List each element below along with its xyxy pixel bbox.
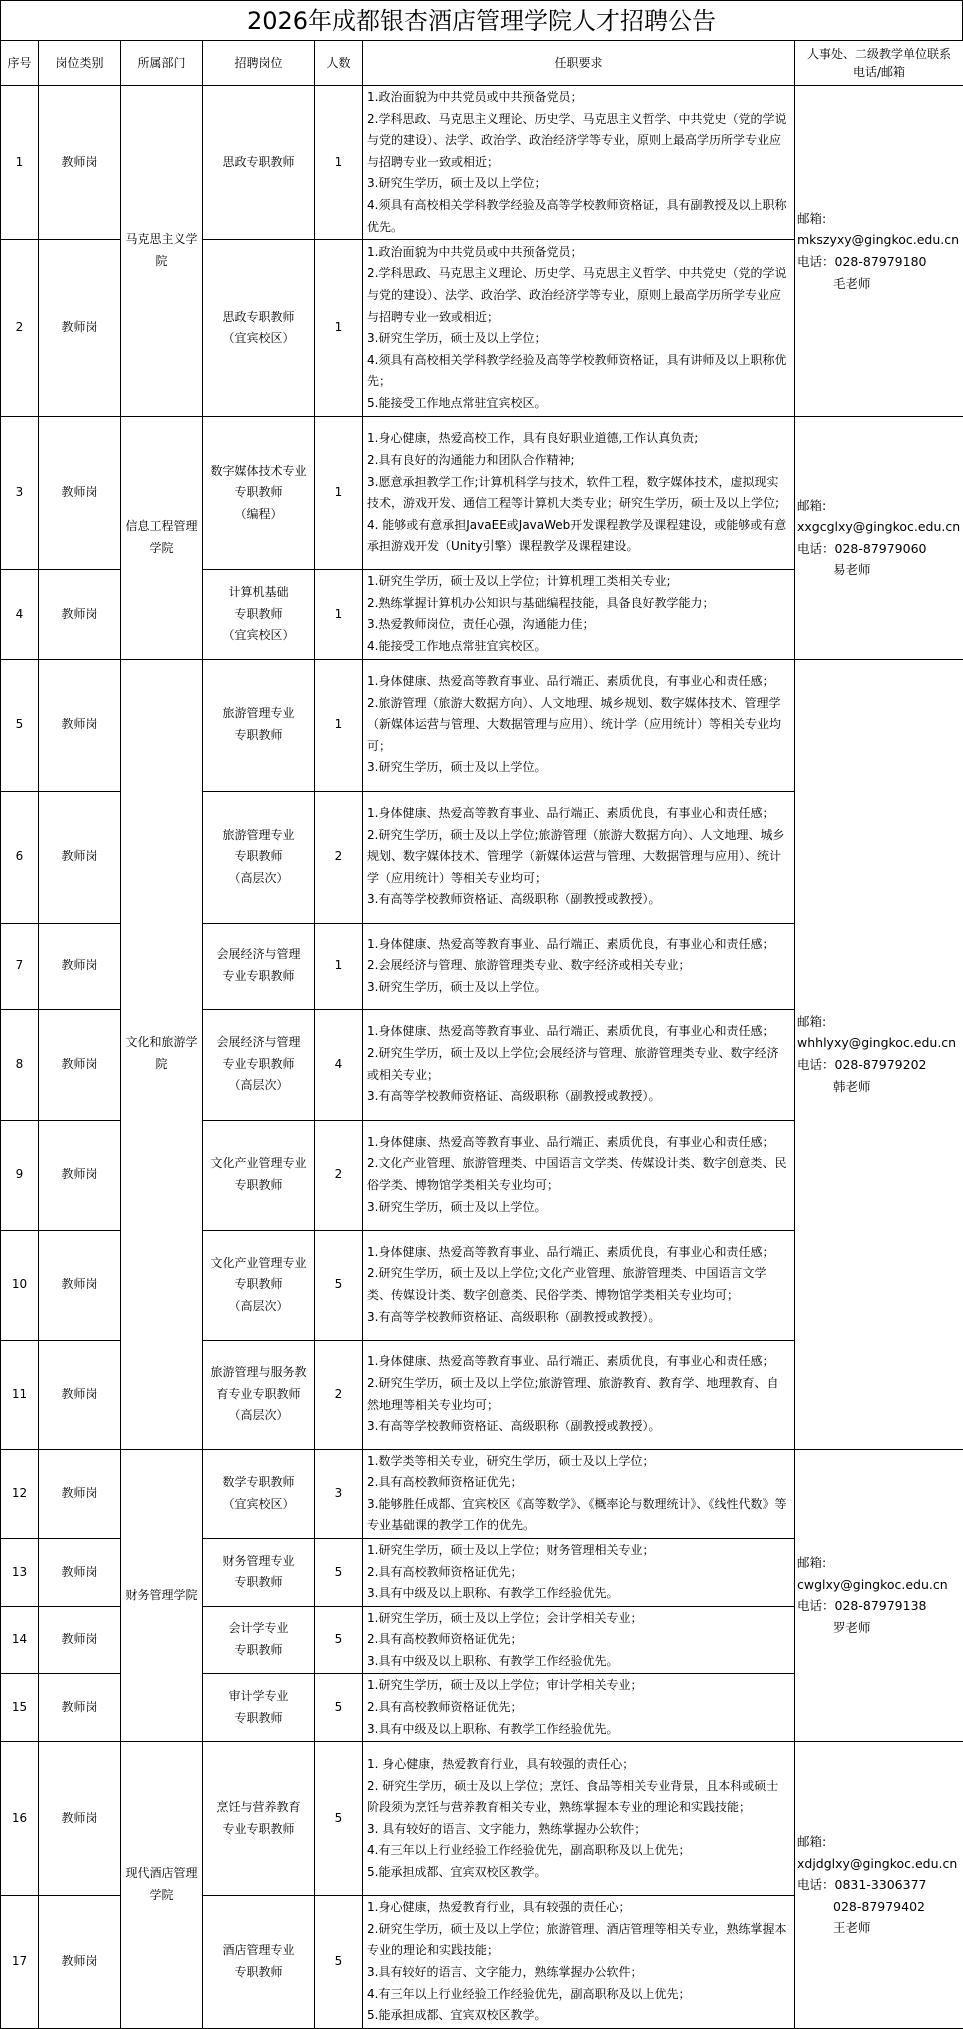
header-cell: 任职要求 [363, 41, 795, 86]
position-name [203, 1230, 315, 1340]
requirement-line: 1.身体健康、热爱高等教育事业、品行端正、素质优良，有事业心和责任感； [367, 1021, 790, 1043]
requirement-line: 3.有高等学校教师资格证、高级职称（副教授或教授）。 [367, 1416, 790, 1438]
row-number: 6 [1, 791, 39, 923]
contact-line: 电话：028-87979202 [797, 1054, 961, 1076]
requirement-line: 3. 具有较好的语言、文字能力，熟练掌握办公软件； [367, 1819, 790, 1841]
row-number: 11 [1, 1340, 39, 1449]
headcount: 2 [315, 1340, 363, 1449]
position-line: （高层次） [205, 1405, 312, 1427]
position-line: （高层次） [205, 868, 312, 890]
header-row [1, 41, 963, 86]
headcount: 1 [315, 923, 363, 1009]
requirements-cell [363, 1449, 795, 1538]
requirement-line: 2.研究生学历，硕士及以上学位;会展经济与管理、旅游管理类专业、数字经济或相关专业； [367, 1043, 790, 1086]
headcount: 5 [315, 1674, 363, 1742]
requirement-line: 1.身体健康、热爱高等教育事业、品行端正、素质优良，有事业心和责任感； [367, 803, 790, 825]
position-line: 数学专职教师 [205, 1472, 312, 1494]
department-cell: 文化和旅游学院 [121, 659, 203, 1449]
contact-line: whhlyxy@gingkoc.edu.cn [797, 1032, 961, 1054]
position-line: 财务管理专业 [205, 1551, 312, 1573]
contact-line: 邮箱: [797, 495, 961, 517]
contact-line: mkszyxy@gingkoc.edu.cn [797, 229, 961, 251]
requirement-line: 1.身体健康、热爱高等教育事业、品行端正、素质优良，有事业心和责任感； [367, 934, 790, 956]
requirements-cell [363, 1896, 795, 2029]
position-category: 教师岗 [39, 923, 121, 1009]
requirement-line: 3.具有中级及以上职称、有教学工作经验优先。 [367, 1719, 790, 1741]
position-name [203, 1009, 315, 1120]
position-line: 专职教师 [205, 1708, 312, 1730]
requirement-line: 3.具有中级及以上职称、有教学工作经验优先。 [367, 1651, 790, 1673]
requirement-line: 1.身体健康、热爱高等教育事业、品行端正、素质优良，有事业心和责任感； [367, 1242, 790, 1264]
position-line: 专职教师 [205, 482, 312, 504]
position-line: 计算机基础 [205, 582, 312, 604]
requirements-cell [363, 659, 795, 791]
position-category: 教师岗 [39, 1742, 121, 1896]
headcount: 1 [315, 240, 363, 417]
position-name [203, 570, 315, 659]
position-line: 酒店管理专业 [205, 1940, 312, 1962]
position-line: 专业专职教师 [205, 1054, 312, 1076]
position-name [203, 1896, 315, 2029]
requirement-line: 3.热爱教师岗位，责任心强，沟通能力佳； [367, 614, 790, 636]
row-number: 7 [1, 923, 39, 1009]
requirements-cell [363, 1606, 795, 1674]
position-category: 教师岗 [39, 86, 121, 240]
requirements-cell [363, 1120, 795, 1230]
requirement-line: 2.研究生学历，硕士及以上学位;文化产业管理、旅游管理类、中国语言文学类、传媒设计类、数字创意类、民俗学类、博物馆学类相关专业均可； [367, 1263, 790, 1306]
requirement-line: 3.愿意承担教学工作;计算机科学与技术，软件工程，数字媒体技术，虚拟现实技术，游戏开发、通信工程等计算机大类专业；研究生学历，硕士及以上学位; [367, 472, 790, 515]
requirement-line: 1.身体健康、热爱高等教育事业、品行端正、素质优良，有事业心和责任感； [367, 1351, 790, 1373]
position-category: 教师岗 [39, 1120, 121, 1230]
position-line: 文化产业管理专业 [205, 1253, 312, 1275]
position-category: 教师岗 [39, 1606, 121, 1674]
requirement-line: 2.旅游管理（旅游大数据方向）、人文地理、城乡规划、数字媒体技术、管理学（新媒体运营与管理、大数据管理与应用）、统计学（应用统计）等相关专业均可； [367, 693, 790, 758]
position-name [203, 1538, 315, 1606]
requirements-cell [363, 240, 795, 417]
position-category: 教师岗 [39, 1340, 121, 1449]
requirements-cell [363, 570, 795, 659]
headcount: 3 [315, 1449, 363, 1538]
requirement-line: 1.身心健康，热爱高校工作，具有良好职业道德,工作认真负责; [367, 428, 790, 450]
header-cell: 所属部门 [121, 41, 203, 86]
requirement-line: 1.身体健康、热爱高等教育事业、品行端正、素质优良，有事业心和责任感； [367, 671, 790, 693]
position-line: （宜宾校区） [205, 1494, 312, 1516]
position-line: 思政专职教师 [205, 152, 312, 174]
requirements-cell [363, 1538, 795, 1606]
position-line: 会计学专业 [205, 1618, 312, 1640]
position-line: 会展经济与管理 [205, 944, 312, 966]
position-name [203, 86, 315, 240]
headcount: 1 [315, 570, 363, 659]
requirement-line: 4.有三年以上行业经验工作经验优先，副高职称及以上优先； [367, 1840, 790, 1862]
contact-line: cwglxy@gingkoc.edu.cn [797, 1574, 961, 1596]
position-line: 专职教师 [205, 1572, 312, 1594]
position-name [203, 1606, 315, 1674]
contact-line: 邮箱: [797, 1552, 961, 1574]
position-line: 烹饪与营养教育 [205, 1797, 312, 1819]
position-line: 旅游管理专业 [205, 825, 312, 847]
contact-line: 邮箱: [797, 208, 961, 230]
headcount: 2 [315, 1120, 363, 1230]
requirement-line: 2.研究生学历，硕士及以上学位；旅游管理、酒店管理等相关专业，熟练掌握本专业的理论和实践技能； [367, 1919, 790, 1962]
contact-person: 028-87979402 [797, 1896, 961, 1918]
requirements-cell [363, 923, 795, 1009]
requirements-cell [363, 1674, 795, 1742]
contact-cell [795, 86, 963, 417]
headcount: 5 [315, 1538, 363, 1606]
requirement-line: 2.学科思政、马克思主义理论、历史学、马克思主义哲学、中共党史（党的学说与党的建设）、法学、政治学、政治经济学等专业，原则上最高学历所学专业应与招聘专业一致或相近； [367, 263, 790, 328]
headcount: 5 [315, 1230, 363, 1340]
position-name [203, 1742, 315, 1896]
requirements-cell [363, 1340, 795, 1449]
position-name [203, 1674, 315, 1742]
requirement-line: 3.研究生学历，硕士及以上学位。 [367, 1197, 790, 1219]
contact-line: xdjdglxy@gingkoc.edu.cn [797, 1853, 961, 1875]
requirement-line: 2.具有高校教师资格证优先； [367, 1697, 790, 1719]
contact-cell [795, 417, 963, 659]
row-number: 9 [1, 1120, 39, 1230]
position-line: 专业专职教师 [205, 966, 312, 988]
row-number: 1 [1, 86, 39, 240]
position-name [203, 1449, 315, 1538]
requirement-line: 3.有高等学校教师资格证、高级职称（副教授或教授）。 [367, 1086, 790, 1108]
position-line: 专职教师 [205, 725, 312, 747]
row-number: 8 [1, 1009, 39, 1120]
department-cell: 信息工程管理学院 [121, 417, 203, 659]
requirement-line: 2. 研究生学历，硕士及以上学位；烹饪、食品等相关专业背景，且本科或硕士阶段须为烹饪与营养教育相关专业，熟练掌握本专业的理论和实践技能； [367, 1776, 790, 1819]
position-line: （编程） [205, 504, 312, 526]
contact-person: 毛老师 [797, 273, 961, 295]
position-line: 专职教师 [205, 1962, 312, 1984]
position-line: 数字媒体技术专业 [205, 461, 312, 483]
position-line: 育专业专职教师 [205, 1384, 312, 1406]
header-cell: 岗位类别 [39, 41, 121, 86]
requirement-line: 2.会展经济与管理、旅游管理类专业、数字经济或相关专业； [367, 955, 790, 977]
row-number: 14 [1, 1606, 39, 1674]
contact-line: 邮箱: [797, 1831, 961, 1853]
contact-cell [795, 1449, 963, 1742]
table-row [1, 417, 963, 570]
contact-line: 邮箱: [797, 1011, 961, 1033]
requirement-line: 2.具有高校教师资格证优先； [367, 1629, 790, 1651]
requirement-line: 1.数学类等相关专业，研究生学历，硕士及以上学位； [367, 1451, 790, 1473]
requirement-line: 5.能承担成都、宜宾双校区教学。 [367, 2005, 790, 2027]
position-line: 专职教师 [205, 1640, 312, 1662]
requirement-line: 4.能接受工作地点常驻宜宾校区。 [367, 636, 790, 658]
requirement-line: 1.政治面貌为中共党员或中共预备党员； [367, 87, 790, 109]
requirement-line: 3.研究生学历，硕士及以上学位； [367, 328, 790, 350]
headcount: 5 [315, 1742, 363, 1896]
requirement-line: 5.能接受工作地点常驻宜宾校区。 [367, 393, 790, 415]
requirement-line: 3.有高等学校教师资格证、高级职称（副教授或教授）。 [367, 889, 790, 911]
row-number: 5 [1, 659, 39, 791]
requirement-line: 4.须具有高校相关学科教学经验及高等学校教师资格证，具有讲师及以上职称优先； [367, 350, 790, 393]
position-category: 教师岗 [39, 1230, 121, 1340]
header-cell: 招聘岗位 [203, 41, 315, 86]
position-line: （高层次） [205, 1296, 312, 1318]
position-category: 教师岗 [39, 240, 121, 417]
department-cell: 现代酒店管理学院 [121, 1742, 203, 2029]
position-line: 专职教师 [205, 1274, 312, 1296]
requirement-line: 2.研究生学历，硕士及以上学位;旅游管理（旅游大数据方向）、人文地理、城乡规划、数字媒体技术、管理学（新媒体运营与管理、大数据管理与应用）、统计学（应用统计）等相关专业均可； [367, 825, 790, 890]
requirements-cell [363, 791, 795, 923]
requirement-line: 2.文化产业管理、旅游管理类、中国语言文学类、传媒设计类、数字创意类、民俗学类、博物馆学类相关专业均可； [367, 1153, 790, 1196]
requirement-line: 1. 身心健康，热爱教育行业，具有较强的责任心； [367, 1754, 790, 1776]
position-name [203, 240, 315, 417]
requirement-line: 1.政治面貌为中共党员或中共预备党员； [367, 242, 790, 264]
table-row [1, 659, 963, 791]
table-row [1, 1742, 963, 1896]
position-category: 教师岗 [39, 1896, 121, 2029]
headcount: 1 [315, 417, 363, 570]
contact-line: 电话：028-87979180 [797, 251, 961, 273]
headcount: 2 [315, 791, 363, 923]
recruitment-table [0, 40, 963, 2029]
requirement-line: 2.具有高校教师资格证优先； [367, 1472, 790, 1494]
department-cell: 马克思主义学院 [121, 86, 203, 417]
row-number: 13 [1, 1538, 39, 1606]
headcount: 1 [315, 659, 363, 791]
requirement-line: 2.熟练掌握计算机办公知识与基础编程技能，具备良好教学能力； [367, 593, 790, 615]
position-line: 旅游管理专业 [205, 703, 312, 725]
requirement-line: 4.须具有高校相关学科教学经验及高等学校教师资格证，具有副教授及以上职称优先。 [367, 195, 790, 238]
position-name [203, 791, 315, 923]
requirement-line: 3.具有中级及以上职称、有教学工作经验优先。 [367, 1583, 790, 1605]
contact-person: 易老师 [797, 559, 961, 581]
position-category: 教师岗 [39, 1538, 121, 1606]
position-line: 专职教师 [205, 1175, 312, 1197]
header-cell: 人事处、二级教学单位联系 电话/邮箱 [795, 41, 963, 86]
requirement-line: 4. 能够或有意承担JavaEE或JavaWeb开发课程教学及课程建设，或能够或有意承担游戏开发（Unity引擎）课程教学及课程建设。 [367, 515, 790, 558]
requirements-cell [363, 1009, 795, 1120]
requirement-line: 1.研究生学历，硕士及以上学位；审计学相关专业； [367, 1675, 790, 1697]
position-category: 教师岗 [39, 1674, 121, 1742]
contact-line: 电话：0831-3306377 [797, 1874, 961, 1896]
requirement-line: 3.研究生学历，硕士及以上学位。 [367, 977, 790, 999]
requirement-line: 3.能够胜任成都、宜宾校区《高等数学》、《概率论与数理统计》、《线性代数》等专业基础课的教学工作的优先。 [367, 1494, 790, 1537]
requirement-line: 3.研究生学历，硕士及以上学位； [367, 173, 790, 195]
row-number: 12 [1, 1449, 39, 1538]
contact-cell [795, 659, 963, 1449]
position-category: 教师岗 [39, 791, 121, 923]
contact-line: 电话：028-87979060 [797, 538, 961, 560]
position-line: 思政专职教师 [205, 307, 312, 329]
requirement-line: 1.研究生学历，硕士及以上学位；计算机理工类相关专业; [367, 571, 790, 593]
position-line: 文化产业管理专业 [205, 1153, 312, 1175]
header-cell: 人数 [315, 41, 363, 86]
position-name [203, 417, 315, 570]
row-number: 15 [1, 1674, 39, 1742]
position-line: 审计学专业 [205, 1686, 312, 1708]
requirement-line: 1.研究生学历，硕士及以上学位；会计学相关专业； [367, 1608, 790, 1630]
position-line: 专职教师 [205, 846, 312, 868]
row-number: 10 [1, 1230, 39, 1340]
requirement-line: 4.有三年以上行业经验工作经验优先，副高职称及以上优先； [367, 1984, 790, 2006]
row-number: 3 [1, 417, 39, 570]
header-cell: 序号 [1, 41, 39, 86]
position-line: （高层次） [205, 1075, 312, 1097]
requirement-line: 1.身心健康，热爱教育行业，具有较强的责任心； [367, 1897, 790, 1919]
requirements-cell [363, 1230, 795, 1340]
position-category: 教师岗 [39, 659, 121, 791]
requirement-line: 2.研究生学历，硕士及以上学位;旅游管理、旅游教育、教育学、地理教育、自然地理等相关专业均可； [367, 1373, 790, 1416]
row-number: 17 [1, 1896, 39, 2029]
position-category: 教师岗 [39, 417, 121, 570]
contact-line: xxgcglxy@gingkoc.edu.cn [797, 516, 961, 538]
position-line: （宜宾校区） [205, 625, 312, 647]
position-name [203, 659, 315, 791]
position-line: 专职教师 [205, 604, 312, 626]
row-number: 4 [1, 570, 39, 659]
requirements-cell [363, 1742, 795, 1896]
position-line: 专业专职教师 [205, 1819, 312, 1841]
position-name [203, 1340, 315, 1449]
table-row [1, 1449, 963, 1538]
headcount: 5 [315, 1606, 363, 1674]
contact-person: 王老师 [797, 1917, 961, 1939]
row-number: 16 [1, 1742, 39, 1896]
requirement-line: 3.研究生学历，硕士及以上学位。 [367, 757, 790, 779]
row-number: 2 [1, 240, 39, 417]
requirement-line: 2.具有良好的沟通能力和团队合作精神; [367, 450, 790, 472]
contact-person: 韩老师 [797, 1076, 961, 1098]
requirement-line: 1.研究生学历，硕士及以上学位；财务管理相关专业； [367, 1540, 790, 1562]
headcount: 5 [315, 1896, 363, 2029]
headcount: 1 [315, 86, 363, 240]
contact-line: 电话：028-87979138 [797, 1595, 961, 1617]
position-line: 旅游管理与服务教 [205, 1362, 312, 1384]
requirement-line: 3.有高等学校教师资格证、高级职称（副教授或教授）。 [367, 1307, 790, 1329]
position-line: 会展经济与管理 [205, 1032, 312, 1054]
position-name [203, 1120, 315, 1230]
department-cell: 财务管理学院 [121, 1449, 203, 1742]
page-title: 2026年成都银杏酒店管理学院人才招聘公告 [0, 0, 963, 40]
requirement-line: 3.具有较好的语言、文字能力，熟练掌握办公软件； [367, 1962, 790, 1984]
requirement-line: 2.具有高校教师资格证优先； [367, 1562, 790, 1584]
position-category: 教师岗 [39, 1449, 121, 1538]
requirements-cell [363, 417, 795, 570]
contact-person: 罗老师 [797, 1617, 961, 1639]
position-line: （宜宾校区） [205, 328, 312, 350]
contact-cell [795, 1742, 963, 2029]
position-category: 教师岗 [39, 570, 121, 659]
table-row [1, 86, 963, 240]
requirements-cell [363, 86, 795, 240]
position-category: 教师岗 [39, 1009, 121, 1120]
requirement-line: 1.身体健康、热爱高等教育事业、品行端正、素质优良，有事业心和责任感； [367, 1132, 790, 1154]
requirement-line: 5.能承担成都、宜宾双校区教学。 [367, 1862, 790, 1884]
headcount: 4 [315, 1009, 363, 1120]
position-name [203, 923, 315, 1009]
requirement-line: 2.学科思政、马克思主义理论、历史学、马克思主义哲学、中共党史（党的学说与党的建设）、法学、政治学、政治经济学等专业，原则上最高学历所学专业应与招聘专业一致或相近； [367, 109, 790, 174]
